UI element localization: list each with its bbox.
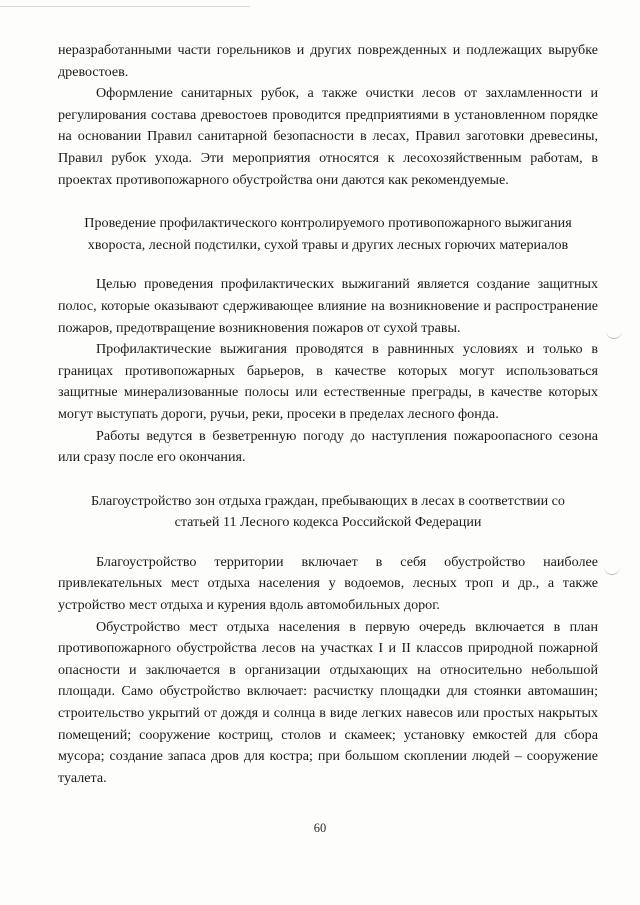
document-body xyxy=(58,40,598,789)
scan-margin-mark xyxy=(604,566,620,575)
section-heading: Благоустройство зон отдыха граждан, пребывающих в лесах в соответствии со статьей 11 Лесного кодекса Российской Федерации xyxy=(91,492,565,531)
scan-edge-line xyxy=(0,6,250,7)
paragraph: неразработанными части горельников и других поврежденных и подлежащих вырубке древостоев. xyxy=(58,42,598,80)
paragraph: Обустройство мест отдыха населения в первую очередь включается в план противопожарного обустройства лесов на участках I и II классов природной пожарной опасности и заключается в организации отдыхающих на относительно небольшой площади. Само обустройство включает: расчистку площадки для стоянки автомашин; строительство укрытий от дождя и солнца в виде легких навесов или простых накрытых помещений; сооружение кострищ, столов и скамеек; установку емкостей для сбора мусора; создание запаса дров для костра; при большом скоплении людей – сооружение туалета. xyxy=(58,618,598,786)
paragraph: Целью проведения профилактических выжиганий является создание защитных полос, которые оказывают сдерживающее влияние на возникновение и распространение пожаров, предотвращение возникновения пожаров от сухой травы. xyxy=(58,276,598,336)
section-heading: Проведение профилактического контролируемого противопожарного выжигания хвороста, лесной подстилки, сухой травы и других лесных горючих материалов xyxy=(84,215,572,253)
paragraph: Профилактические выжигания проводятся в равнинных условиях и только в границах противопожарных барьеров, в качестве которых могут использоваться защитные минерализованные полосы или естественные преграды, в качестве которых могут выступать дороги, ручьи, реки, просеки в пределах лесного фонда. xyxy=(58,341,598,422)
paragraph: Работы ведутся в безветренную погоду до наступления пожароопасного сезона или сразу после его окончания. xyxy=(58,427,598,466)
paragraph: Благоустройство территории включает в себя обустройство наиболее привлекательных мест отдыха населения у водоемов, лесных троп и др., а также устройство мест отдыха и курения вдоль автомобильных дорог. xyxy=(58,553,598,614)
page-number: 60 xyxy=(313,821,327,835)
paragraph: Оформление санитарных рубок, а также очистки лесов от захламленности и регулирования состава древостоев проводится предприятиями в установленном порядке на основании Правил санитарной безопасности в лесах, Правил заготовки древесины, Правил рубок ухода. Эти мероприятия относятся к лесохозяйственным работам, в проектах противопожарного обустройства они даются как рекомендуемые. xyxy=(58,85,598,188)
scan-margin-mark xyxy=(606,330,622,339)
